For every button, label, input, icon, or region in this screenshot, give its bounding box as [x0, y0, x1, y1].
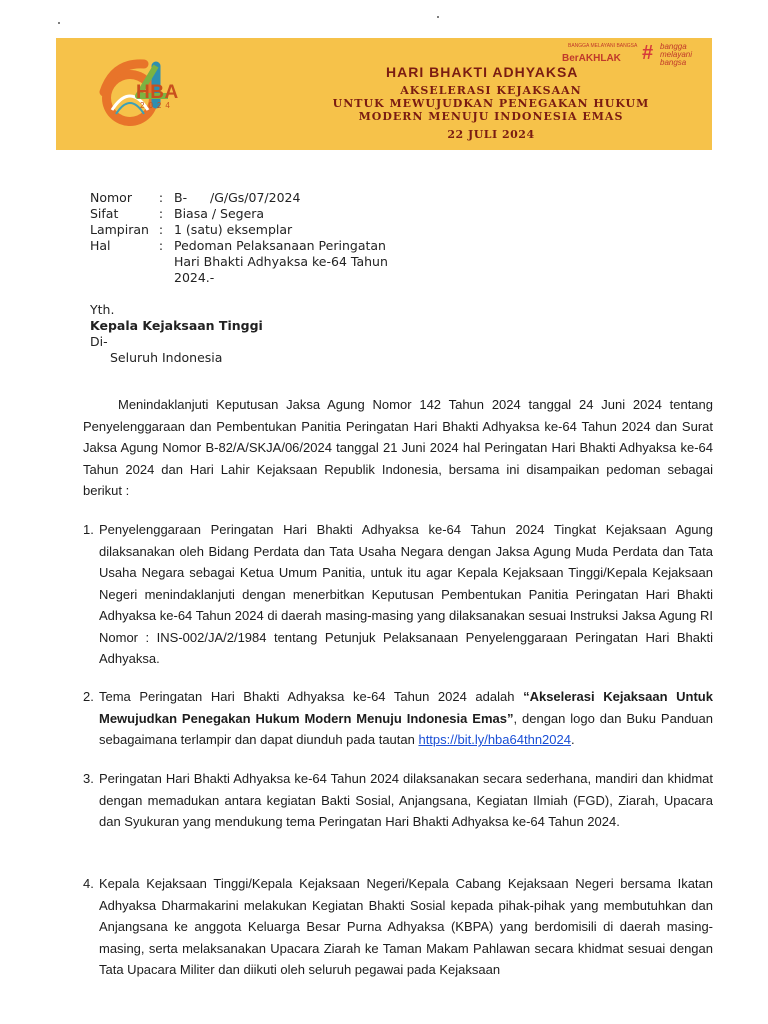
meta-colon: : [158, 190, 164, 205]
hal-line: 2024.- [174, 270, 215, 285]
item-number: 4. [83, 876, 94, 891]
item-number: 2. [83, 689, 94, 704]
yth: Yth. [90, 302, 115, 317]
intro-paragraph: Menindaklanjuti Keputusan Jaksa Agung Nomor 142 Tahun 2024 tanggal 24 Juni 2024 tentang Penyelenggaraan dan Pembentukan Panitia Peringatan Hari Bhakti Adhyaksa ke-64 Tahun 2024 dan Surat Jaksa Agung Nomor B-82/A/SKJA/06/2024 tanggal 21 Juni 2024 hal Peringatan Hari Bhakti Adhyaksa ke-64 Tahun 2024 dan Hari Lahir Kejaksaan Republik Indonesia, bersama ini disampaikan pedoman sebagai berikut : [83, 397, 713, 498]
meta-label: Sifat [90, 206, 119, 221]
meta-value: 1 (satu) eksemplar [174, 222, 293, 237]
banner-date: 22 JULI 2024 [447, 128, 535, 141]
download-link[interactable]: https://bit.ly/hba64thn2024 [418, 732, 571, 747]
meta-value [174, 238, 414, 286]
banner-subtitle-line: MODERN MENUJU INDONESIA EMAS [358, 110, 624, 123]
item-text: Peringatan Hari Bhakti Adhyaksa ke-64 Tahun 2024 dilaksanakan secara sederhana, mandiri dan khidmat dengan memadukan antara kegiatan Bakti Sosial, Anjangsana, Kegiatan Ilmiah (FGD), Ziarah, Upacara dan Syukuran yang mendukung tema Peringatan Hari Bhakti Adhyaksa ke-64 Tahun 2024. [99, 771, 713, 829]
banner-title: HARI BHAKTI ADHYAKSA [386, 64, 579, 80]
bangga-line: bangga [660, 42, 687, 51]
bangsa-line: bangsa [660, 58, 687, 67]
hal-line: Hari Bhakti Adhyaksa ke-64 Tahun [174, 254, 388, 269]
recipient-location: Seluruh Indonesia [110, 350, 223, 365]
hal-line: Pedoman Pelaksanaan Peringatan [174, 238, 386, 253]
meta-colon: : [158, 222, 164, 237]
list-item [83, 519, 713, 670]
nomor-prefix: B- [174, 190, 188, 205]
item-text: Kepala Kejaksaan Tinggi/Kepala Kejaksaan Negeri/Kepala Cabang Kejaksaan Negeri bersama Ikatan Adhyaksa Dharmakarini melakukan Kegiatan Bhakti Sosial kepada pihak-pihak yang membutuhkan dan Anjangsana ke anggota Keluarga Besar Purna Adhyaksa (KBPA) yang berdomisili di daerah masing-masing, serta melaksanakan Upacara Ziarah ke Taman Makam Pahlawan secara khidmat sesuai dengan Tata Upacara Militer dan diikuti oleh seluruh pegawai pada Kejaksaan [99, 876, 713, 977]
theme-text: “Akselerasi Kejaksaan Untuk Mewujudkan Penegakan Hukum Modern Menuju Indonesia Emas” [99, 689, 713, 726]
item-number: 3. [83, 771, 94, 786]
list-item [83, 873, 713, 981]
meta-label: Nomor [90, 190, 132, 205]
scan-speck [437, 16, 439, 18]
item-number: 1. [83, 522, 94, 537]
hashtag-icon: # [642, 42, 654, 64]
berakhlak-text: BerAKHLAK [562, 53, 621, 64]
melayani-line: melayani [660, 50, 693, 59]
meta-row-nomor [90, 190, 414, 206]
recipient-address [90, 302, 263, 366]
item-text-middle: , dengan logo dan Buku Panduan sebagaimana terlampir dan dapat diunduh pada tautan [99, 710, 713, 747]
logo-text: HBA [136, 82, 179, 103]
logo-year: 2024 [140, 101, 174, 110]
list-item [83, 768, 713, 833]
header-banner [56, 38, 712, 150]
di-label: Di- [90, 334, 108, 349]
nomor-value: /G/Gs/07/2024 [210, 190, 301, 205]
item-text-after: . [570, 732, 575, 747]
berakhlak-tagline: BANGGA MELAYANI BANGSA [568, 43, 638, 49]
meta-label: Lampiran [90, 222, 149, 237]
meta-row-sifat [90, 206, 414, 222]
letter-meta [90, 190, 414, 286]
recipient-name: Kepala Kejaksaan Tinggi [90, 318, 263, 333]
meta-colon: : [158, 238, 164, 253]
banner-subtitle-line: AKSELERASI KEJAKSAAN [400, 84, 582, 97]
item-text-before: Tema Peringatan Hari Bhakti Adhyaksa ke-64 Tahun 2024 adalah [99, 689, 524, 704]
meta-row-hal [90, 238, 414, 286]
item-text: Penyelenggaraan Peringatan Hari Bhakti Adhyaksa ke-64 Tahun 2024 Tingkat Kejaksaan Agung dilaksanakan oleh Bidang Perdata dan Tata Usaha Negara dengan Jaksa Agung Muda Perdata dan Tata Usaha Negara sebagai Ketua Umum Panitia, untuk itu agar Kepala Kejaksaan Tinggi/Kepala Kejaksaan Negeri menindaklanjuti dengan menerbitkan Keputusan Pembentukan Panitia Peringatan Hari Bhakti Adhyaksa ke-64 Tahun 2024 di daerah masing-masing yang dilaksanakan sesuai Instruksi Jaksa Agung RI Nomor : INS-002/JA/2/1984 tentang Petunjuk Pelaksanaan Penyelenggaraan Peringatan Hari Bhakti Adhyaksa. [99, 522, 713, 666]
banner-subtitle-line: UNTUK MEWUJUDKAN PENEGAKAN HUKUM [332, 97, 650, 110]
list-item [83, 686, 713, 751]
item-text [99, 686, 713, 751]
meta-value [174, 190, 414, 206]
meta-row-lampiran [90, 222, 414, 238]
scan-speck [58, 22, 60, 24]
meta-value: Biasa / Segera [174, 206, 265, 221]
meta-colon: : [158, 206, 164, 221]
banner-subtitle [296, 84, 686, 123]
meta-label: Hal [90, 238, 111, 253]
